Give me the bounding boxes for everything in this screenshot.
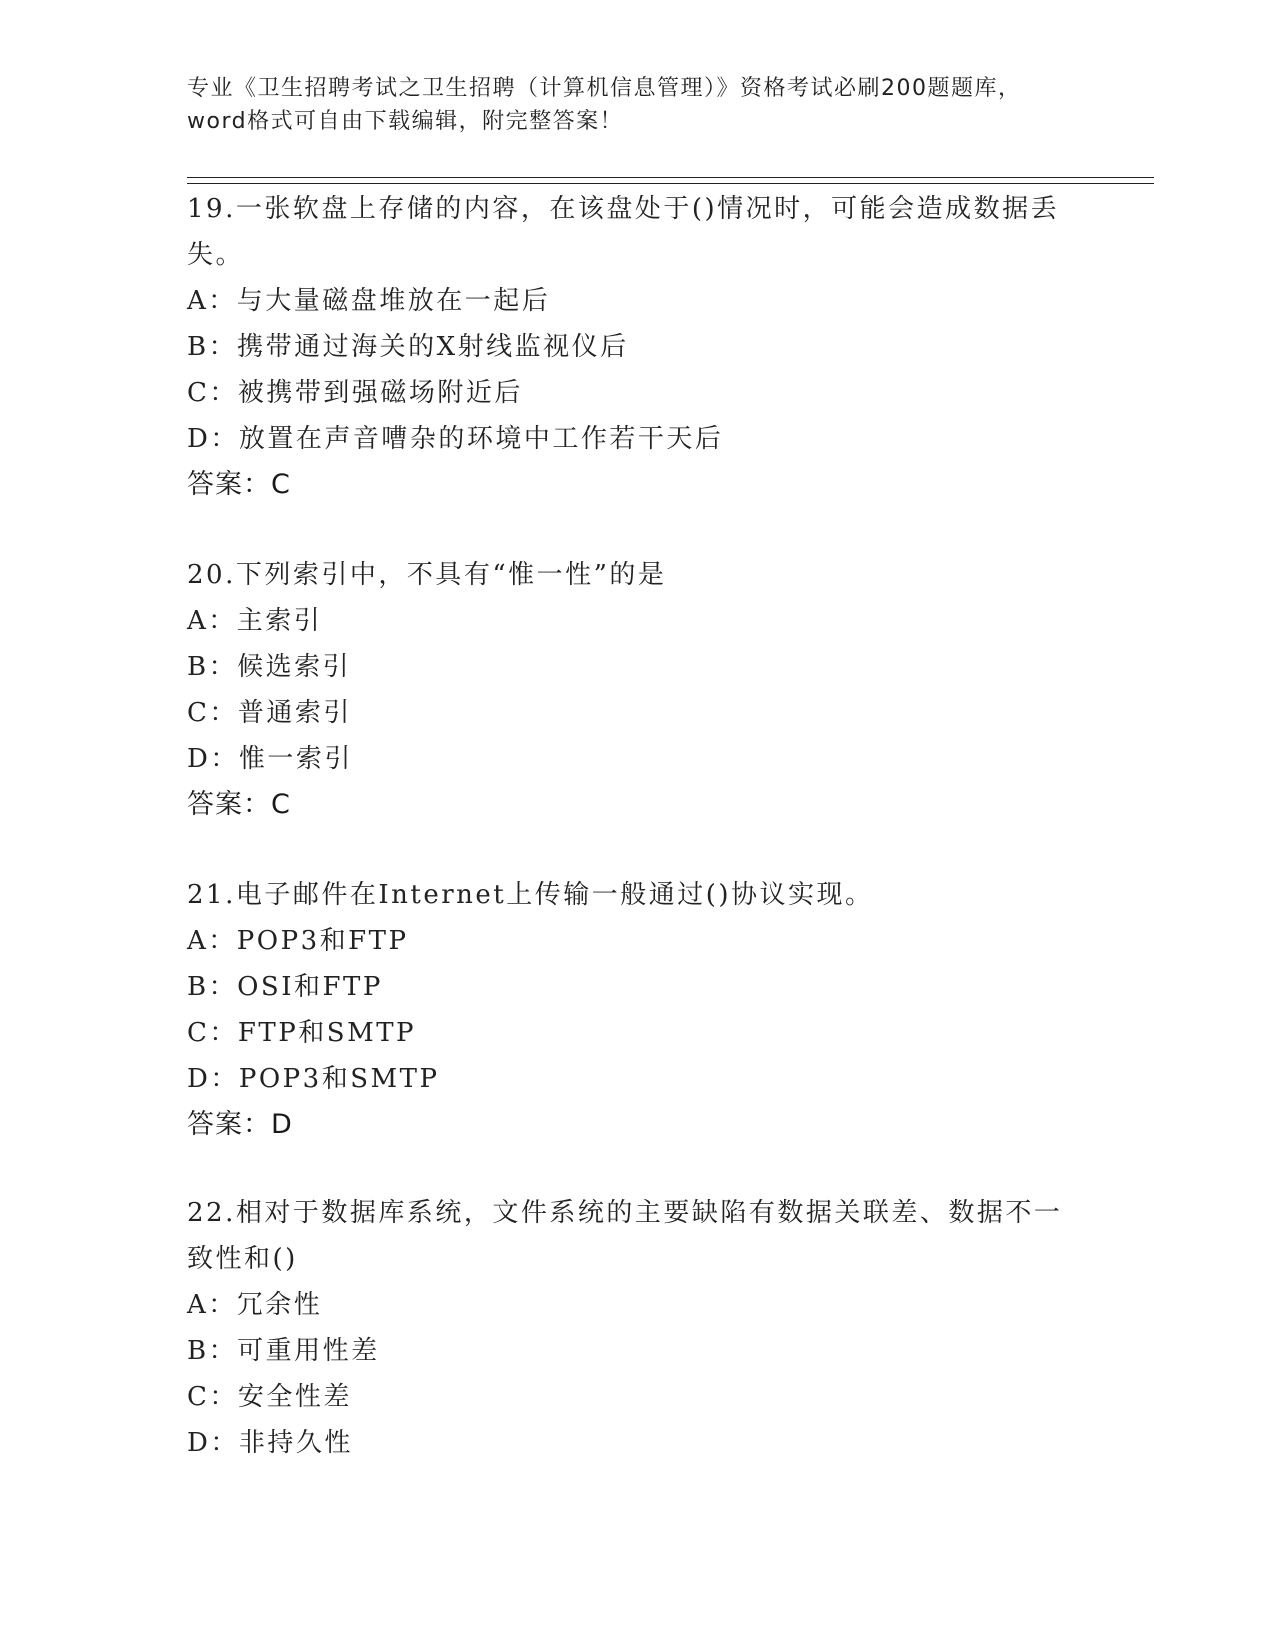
- header-title-line-1: 专业《卫生招聘考试之卫生招聘（计算机信息管理）》资格考试必刷200题题库，: [187, 76, 1022, 101]
- option-b: B：候选索引: [187, 652, 352, 682]
- question-21: [187, 872, 1087, 1148]
- question-19: [187, 186, 1087, 508]
- question-stem: 20.下列索引中，不具有“惟一性”的是: [187, 560, 667, 590]
- header-divider-top: [187, 177, 1154, 178]
- option-d: D：放置在声音嘈杂的环境中工作若干天后: [187, 424, 724, 454]
- option-a: A：主索引: [187, 606, 323, 636]
- header-divider-bottom: [187, 183, 1154, 184]
- option-a: A：与大量磁盘堆放在一起后: [187, 286, 551, 316]
- option-a: A：POP3和FTP: [187, 926, 409, 956]
- option-c: C：普通索引: [187, 698, 352, 728]
- option-d: D：POP3和SMTP: [187, 1064, 440, 1094]
- question-stem: 21.电子邮件在Internet上传输一般通过()协议实现。: [187, 880, 874, 910]
- question-stem-continued: 致性和(): [187, 1244, 298, 1274]
- option-c: C：被携带到强磁场附近后: [187, 378, 523, 408]
- question-20: [187, 552, 1087, 828]
- option-d: D：非持久性: [187, 1428, 353, 1458]
- question-stem-continued: 失。: [187, 240, 245, 270]
- question-stem: 19.一张软盘上存储的内容，在该盘处于()情况时，可能会造成数据丢: [187, 194, 1060, 224]
- question-stem: 22.相对于数据库系统，文件系统的主要缺陷有数据关联差、数据不一: [187, 1198, 1063, 1228]
- document-header: [187, 72, 1067, 138]
- answer: 答案：C: [187, 789, 291, 820]
- header-title-line-2: word格式可自由下载编辑，附完整答案！: [187, 109, 624, 134]
- answer: 答案：C: [187, 469, 291, 500]
- answer: 答案：D: [187, 1109, 293, 1140]
- option-b: B：OSI和FTP: [187, 972, 383, 1002]
- option-c: C：FTP和SMTP: [187, 1018, 417, 1048]
- option-d: D：惟一索引: [187, 744, 353, 774]
- option-c: C：安全性差: [187, 1382, 352, 1412]
- option-a: A：冗余性: [187, 1290, 323, 1320]
- option-b: B：携带通过海关的X射线监视仪后: [187, 332, 629, 362]
- option-b: B：可重用性差: [187, 1336, 380, 1366]
- question-22: [187, 1190, 1087, 1466]
